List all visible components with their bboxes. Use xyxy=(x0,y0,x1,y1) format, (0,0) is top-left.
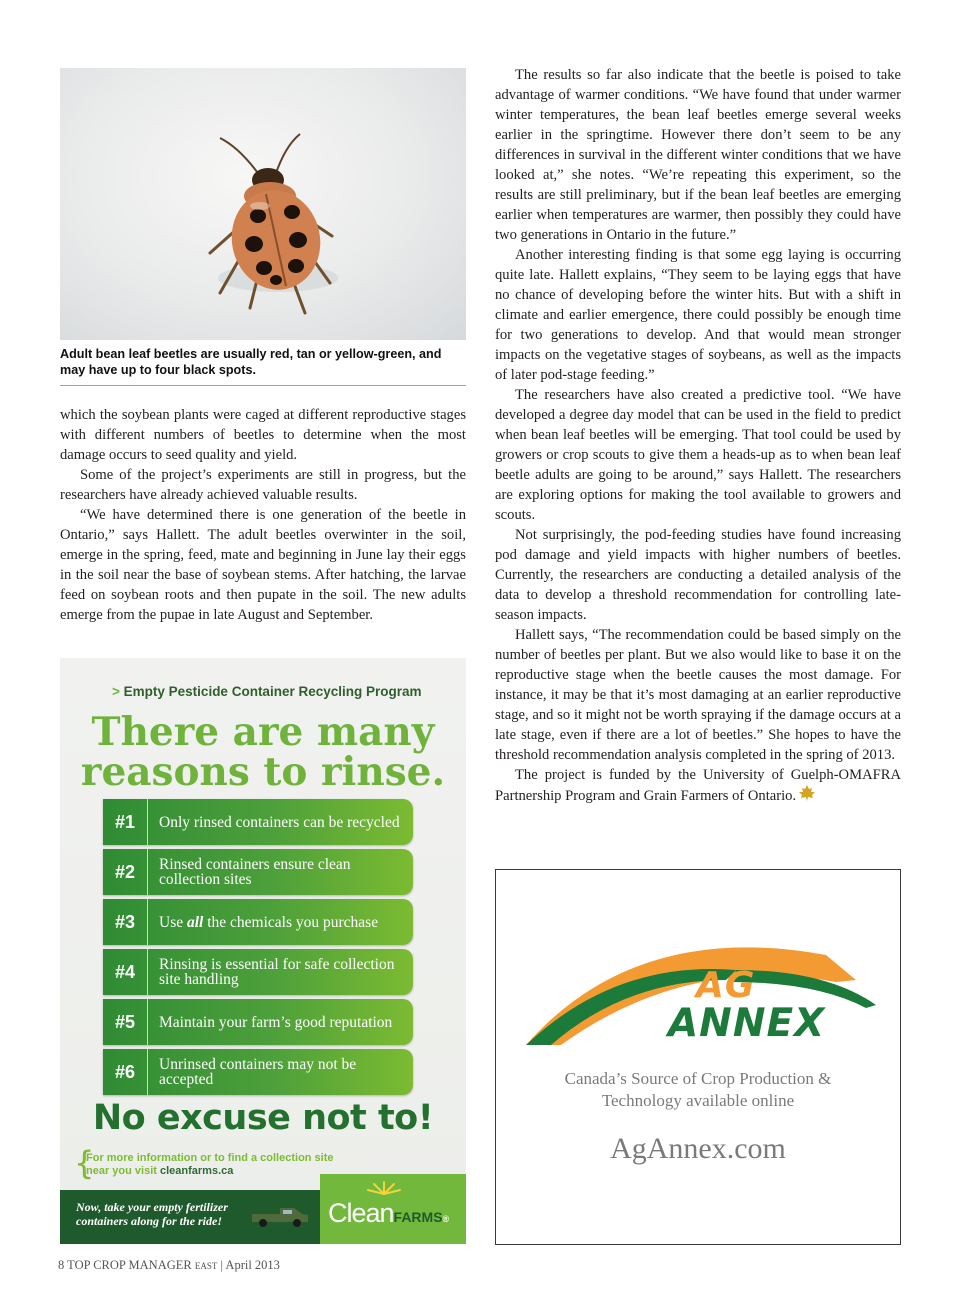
maple-leaf-icon xyxy=(798,785,816,801)
agannex-url[interactable]: AgAnnex.com xyxy=(610,1132,786,1165)
reason-text: Rinsing is essential for safe collection site handling xyxy=(159,956,395,988)
paragraph: The results so far also indicate that the beetle is poised to take advantage of warmer conditions. “We have found that under warmer winter temperatures, the bean leaf beetles emerge several weeks earlier in the springtime. However there don’t seem to be any differences in survival in the different winter conditions that we have looked at,” she notes. “We’re repeating this experiment, so the results are still preliminary, but if the bean leaf beetles are emerging earlier when temperatures are warmer, then possibly they could have two generations in Ontario in the future.” xyxy=(495,67,901,243)
reason-text: Unrinsed containers may not be accepted xyxy=(159,1056,357,1088)
program-label: Empty Pesticide Container Recycling Program xyxy=(123,684,422,699)
reason-number: #6 xyxy=(103,1049,148,1095)
logo-clean: Clean xyxy=(328,1198,394,1228)
agannex-ag: AG xyxy=(696,965,756,1006)
magazine-name: TOP CROP MANAGER xyxy=(67,1258,192,1272)
info-text xyxy=(86,1152,346,1178)
paragraph: Another interesting finding is that some egg laying is occurring quite late. Hallett explains, “They seem to be laying eggs that have no chance of developing before the winter hits. But with a shift in climate and earlier emergence, there could possibly be enough time for two generations to develop. And that would mean stronger impacts on the vegetative stages of soybeans, as well as the impacts of later pod-stage feeding.” xyxy=(495,247,901,383)
pickup-truck-icon xyxy=(250,1204,310,1230)
paragraph-final xyxy=(495,765,901,806)
reason-text xyxy=(159,899,405,945)
reason-number: #3 xyxy=(103,899,148,945)
agannex-tagline xyxy=(496,1068,900,1112)
agannex-annex: ANNEX xyxy=(668,1001,826,1046)
ad-footer xyxy=(60,1190,466,1244)
paragraph: The researchers have also created a predictive tool. “We have developed a degree day model that can be used in the field to predict when bean leaf beetles will be emerging. That tool could be used by growers or crop scouts to give them a heads-up as to when bean leaf beetle adults are going to be around,” says Hallett. The researchers are exploring options for making the tool available to growers and scouts. xyxy=(495,387,901,523)
reason-number: #2 xyxy=(103,849,148,895)
reason-4 xyxy=(103,949,413,995)
tagline-line1: Canada’s Source of Crop Production & xyxy=(564,1069,832,1088)
program-title xyxy=(112,684,422,699)
logo-registered: ® xyxy=(442,1214,450,1224)
agannex-ad[interactable] xyxy=(495,869,901,1245)
beetle-photo xyxy=(60,68,466,340)
reason-number: #4 xyxy=(103,949,148,995)
logo-farms: FARMS xyxy=(393,1209,443,1225)
page-folio xyxy=(58,1258,280,1273)
caption-divider xyxy=(60,385,466,386)
logo-wordmark xyxy=(328,1198,449,1229)
right-column-text xyxy=(495,65,901,806)
reason-text-em: all xyxy=(186,913,204,931)
reason-text: Maintain your farm’s good reputation xyxy=(159,1013,393,1031)
reason-text-post: the chemicals you purchase xyxy=(203,913,379,931)
paragraph: Hallett says, “The recommendation could be based simply on the number of beetles per plant. But we also would like to base it on the reproductive stage when the beetle causes the most damage. For instance, it may be that it’s most damaging at an earlier reproductive stage, and so it might not be worth spraying if the damage occurs at a late stage, even if there are a lot of beetles.” She hopes to have the threshold recommendation analysis completed in the spring of 2013. xyxy=(495,627,901,763)
reason-number: #5 xyxy=(103,999,148,1045)
reason-text: Only rinsed containers can be recycled xyxy=(159,813,400,831)
paragraph: “We have determined there is one generation of the beetle in Ontario,” says Hallett. The adult beetles overwinter in the soil, emerge in the spring, feed, mate and beginning in June lay their eggs in the soil near the base of soybean stems. After hatching, the larvae feed on soybean roots and then pupate in the soil. The new adults emerge from the pupae in late August and September. xyxy=(60,507,466,623)
reason-3 xyxy=(103,899,413,945)
issue-date: April 2013 xyxy=(225,1258,280,1272)
reason-6 xyxy=(103,1049,413,1095)
cleanfarms-logo[interactable] xyxy=(320,1174,466,1244)
folio-separator: | xyxy=(220,1258,223,1272)
tagline-line2: Technology available online xyxy=(601,1091,795,1110)
paragraph: which the soybean plants were caged at different reproductive stages with different numbers of beetles to determine when the most damage occurs to seed quality and yield. xyxy=(60,407,466,463)
beetle-illustration xyxy=(60,68,466,340)
edition-label: EAST xyxy=(194,1261,218,1271)
brace-icon: { xyxy=(74,1144,95,1182)
paragraph: Not surprisingly, the pod-feeding studies have found increasing pod damage and yield impacts with higher numbers of beetles. Currently, the researchers are conducting a detailed analysis of the data to develop a threshold recommendation for controlling late-season impacts. xyxy=(495,527,901,623)
program-arrow: > xyxy=(112,684,120,699)
left-column-text xyxy=(60,405,466,625)
no-excuse-slogan: No excuse not to! xyxy=(92,1098,434,1138)
reason-text: Rinsed containers ensure clean collection sites xyxy=(159,856,351,888)
info-label: For more information or to find a collection site near you visit xyxy=(86,1152,334,1177)
reason-2 xyxy=(103,849,413,895)
cleanfarms-link[interactable]: cleanfarms.ca xyxy=(159,1165,234,1177)
photo-caption: Adult bean leaf beetles are usually red, tan or yellow-green, and may have up to four black spots. xyxy=(60,347,442,377)
ad-headline-line2: reasons to rinse. xyxy=(80,749,446,795)
sun-rays-icon xyxy=(364,1180,404,1196)
footer-text: Now, take your empty fertilizer containers along for the ride! xyxy=(76,1200,228,1228)
reason-1 xyxy=(103,799,413,845)
page-number: 8 xyxy=(58,1258,65,1272)
paragraph: Some of the project’s experiments are still in progress, but the researchers have already achieved valuable results. xyxy=(60,467,466,503)
ad-headline-line1: There are many xyxy=(91,709,435,755)
paragraph-text: The project is funded by the University of Guelph-OMAFRA Partnership Program and Grain Farmers of Ontario. xyxy=(495,767,901,804)
reason-5 xyxy=(103,999,413,1045)
reason-number: #1 xyxy=(103,799,148,845)
reason-text-pre: Use xyxy=(159,913,187,931)
cleanfarms-ad[interactable] xyxy=(60,658,466,1244)
